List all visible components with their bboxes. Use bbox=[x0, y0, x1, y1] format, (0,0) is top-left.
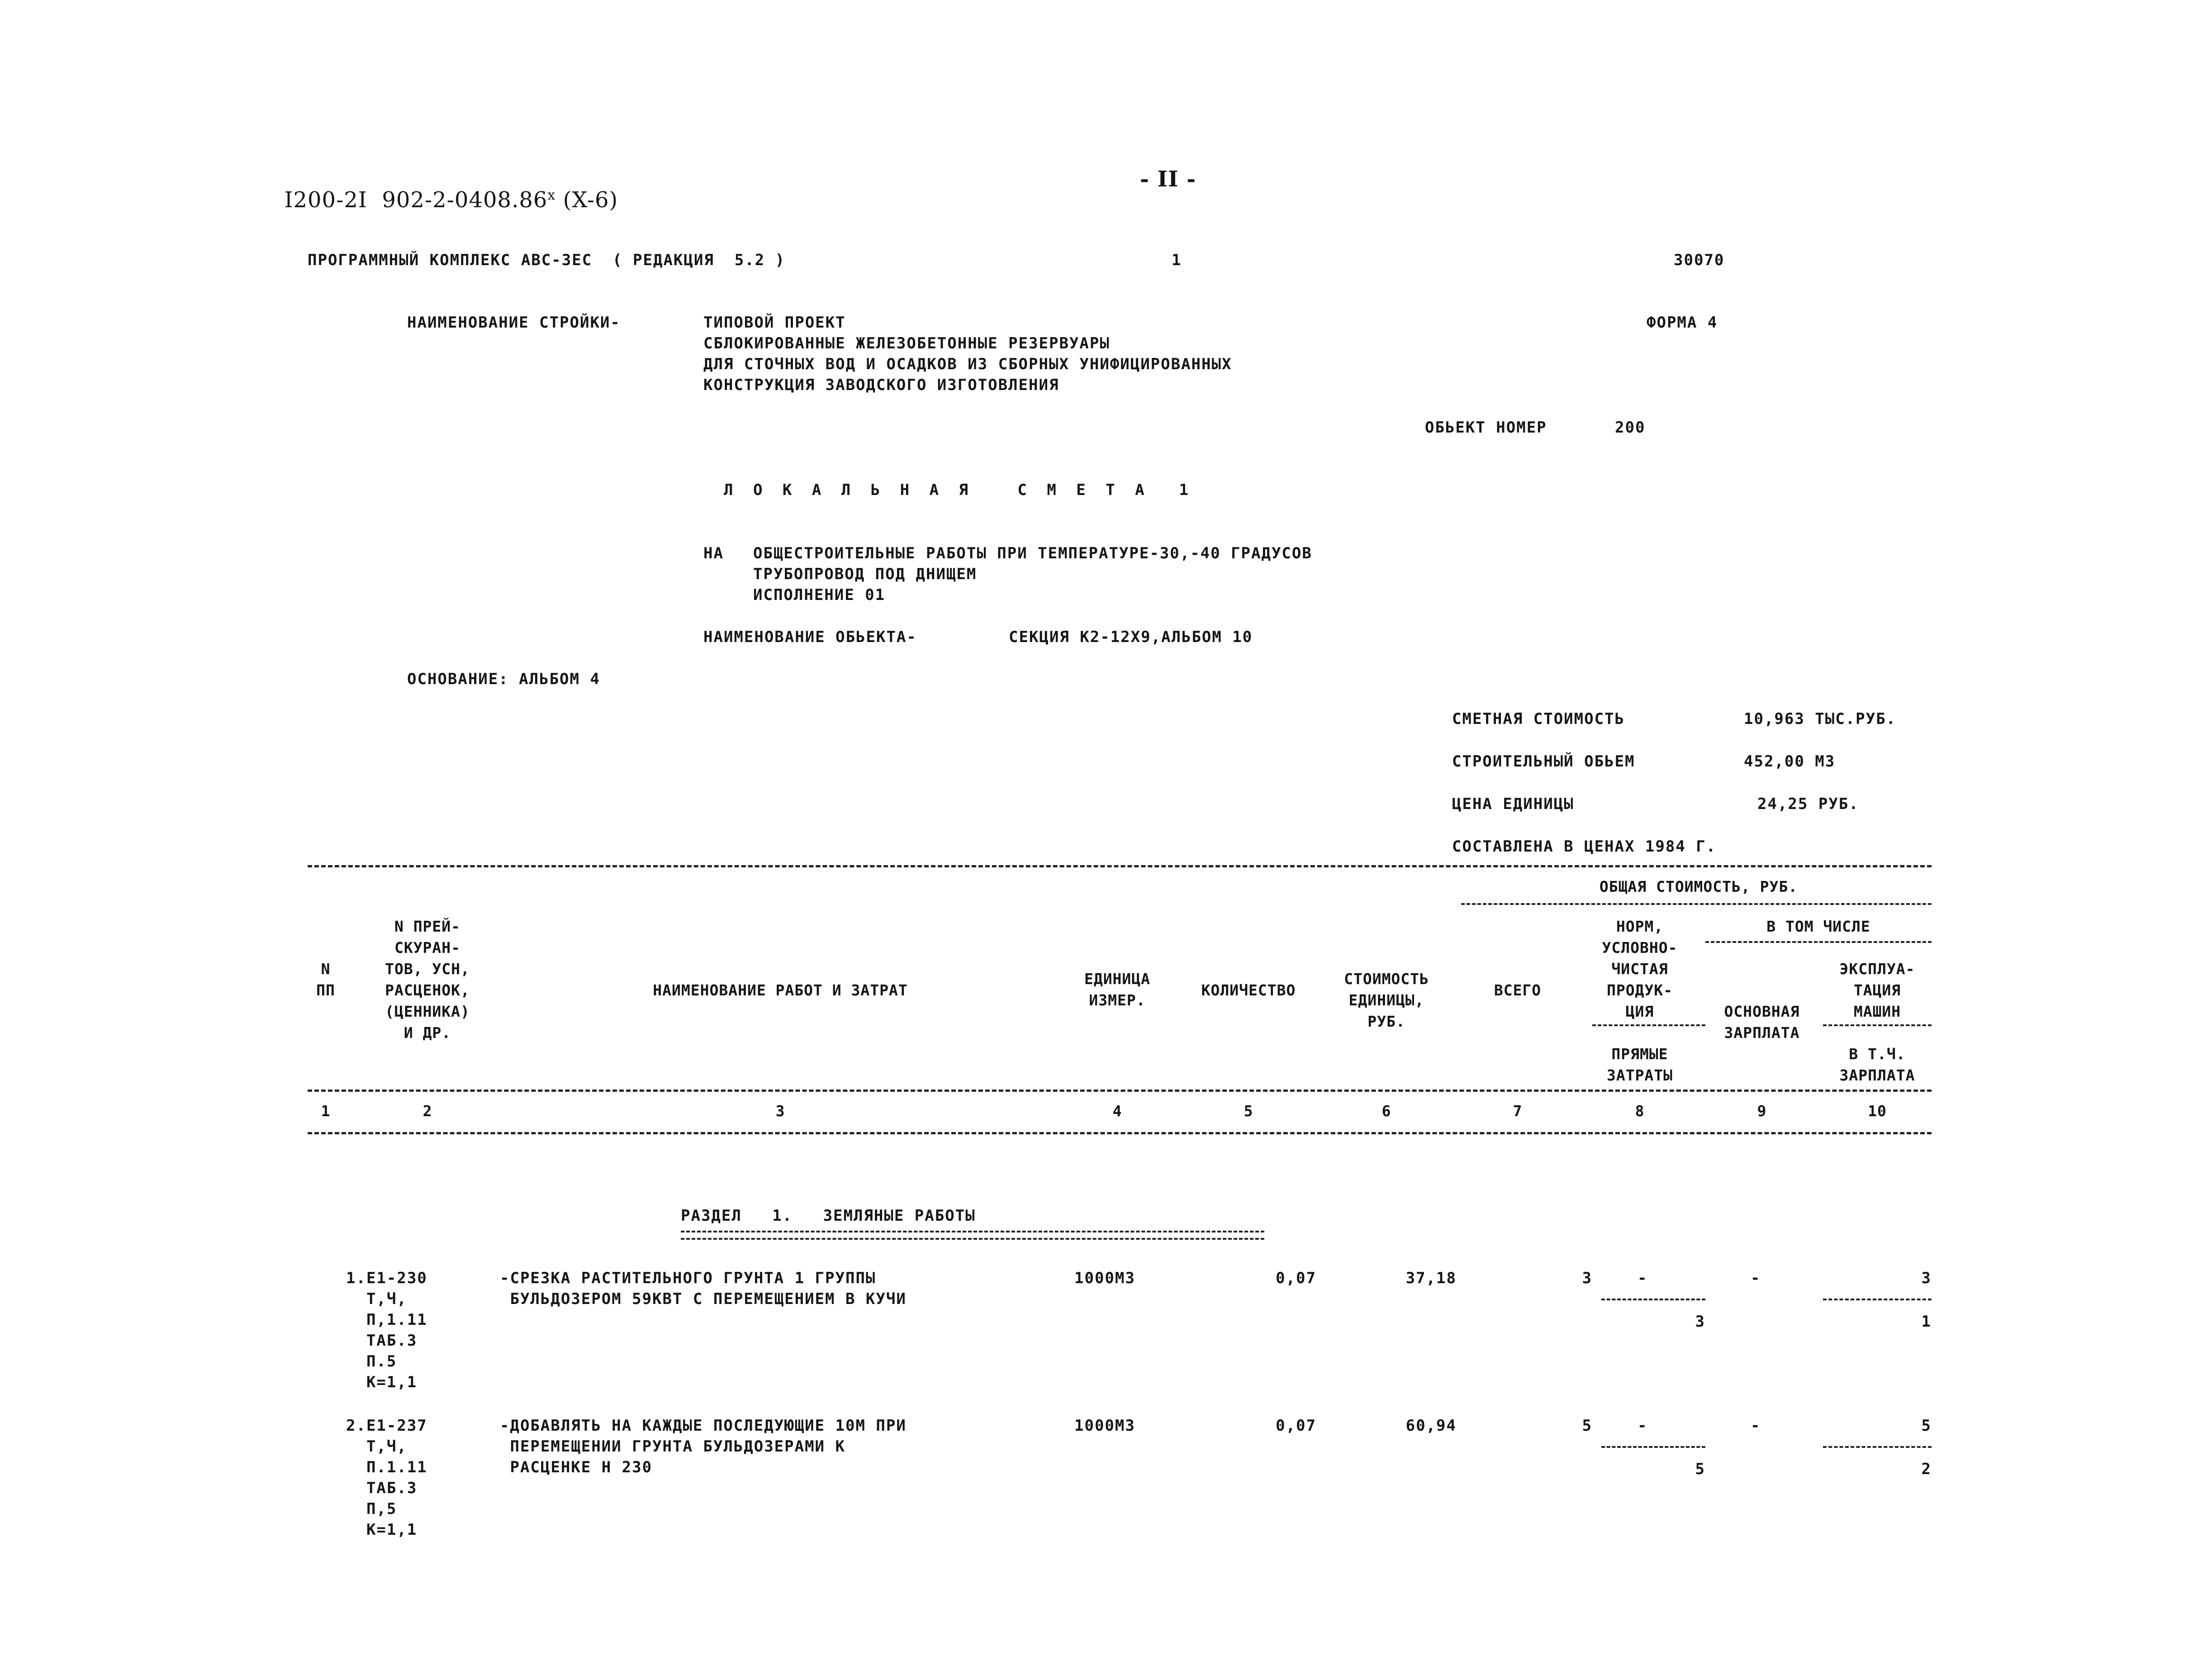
summary-value-cost: 10,963 ТЫС.РУБ. bbox=[1744, 710, 1897, 728]
building-line-2: СБЛОКИРОВАННЫЕ ЖЕЛЕЗОБЕТОННЫЕ РЕЗЕРВУАРЫ bbox=[703, 334, 1110, 352]
row-qty: 0,07 bbox=[1276, 1269, 1316, 1287]
row-total: 5 bbox=[1582, 1417, 1592, 1435]
prices-year: СОСТАВЛЕНА В ЦЕНАХ 1984 Г. bbox=[1452, 838, 1717, 856]
total-cost-group: ОБЩАЯ СТОИМОСТЬ, РУБ. bbox=[1599, 878, 1798, 895]
row-qty: 0,07 bbox=[1276, 1417, 1316, 1435]
in-that-header: В ТОМ ЧИСЛЕ bbox=[1766, 918, 1870, 935]
form-label: ФОРМА 4 bbox=[1647, 314, 1718, 332]
col-9-header: ОСНОВНАЯ ЗАРПЛАТА bbox=[1724, 1003, 1800, 1042]
building-line-4: КОНСТРУКЦИЯ ЗАВОДСКОГО ИЗГОТОВЛЕНИЯ bbox=[703, 376, 1059, 394]
page-number: - II - bbox=[1140, 167, 1196, 192]
summary-label-cost: СМЕТНАЯ СТОИМОСТЬ bbox=[1452, 710, 1625, 728]
col-10b-header: В Т.Ч. ЗАРПЛАТА bbox=[1839, 1045, 1915, 1084]
row-code: 1.Е1-230 Т,Ч, П,1.11 ТАБ.3 П.5 К=1,1 bbox=[346, 1269, 427, 1391]
program-number: 30070 bbox=[1674, 251, 1725, 269]
col-8-rule bbox=[1592, 1024, 1705, 1026]
col-number-2: 2 bbox=[422, 1102, 432, 1120]
purpose-prefix: НА bbox=[703, 544, 724, 562]
building-line-3: ДЛЯ СТОЧНЫХ ВОД И ОСАДКОВ ИЗ СБОРНЫХ УНИФИЦИРОВАННЫХ bbox=[703, 355, 1232, 373]
row-code: 2.Е1-237 Т,Ч, П.1.11 ТАБ.3 П,5 К=1,1 bbox=[346, 1417, 427, 1539]
col-3-header: НАИМЕНОВАНИЕ РАБОТ И ЗАТРАТ bbox=[653, 981, 908, 999]
col-10-rule bbox=[1823, 1024, 1932, 1026]
row-total: 3 bbox=[1582, 1269, 1592, 1287]
row-norm: - bbox=[1638, 1269, 1648, 1287]
row-wage: - bbox=[1751, 1269, 1761, 1287]
col-number-5: 5 bbox=[1244, 1102, 1253, 1120]
col-number-7: 7 bbox=[1513, 1102, 1523, 1120]
col-number-8: 8 bbox=[1635, 1102, 1645, 1120]
row-direct: 5 bbox=[1695, 1460, 1705, 1478]
object-number: 200 bbox=[1615, 419, 1646, 437]
col-number-10: 10 bbox=[1868, 1102, 1887, 1120]
row-machines-wage: 1 bbox=[1921, 1313, 1932, 1331]
header-top-rule bbox=[308, 865, 1932, 867]
row-machines-wage: 2 bbox=[1921, 1460, 1932, 1478]
row-price: 37,18 bbox=[1405, 1269, 1457, 1287]
document-code-suffix: (X-6) bbox=[555, 187, 618, 213]
in-that-rule bbox=[1705, 941, 1932, 943]
row-unit: 1000М3 bbox=[1074, 1269, 1135, 1287]
col-number-6: 6 bbox=[1381, 1102, 1391, 1120]
col-1-header: N ПП bbox=[316, 960, 335, 999]
object-name-value: СЕКЦИЯ К2-12Х9,АЛЬБОМ 10 bbox=[1009, 628, 1253, 646]
object-name-label: НАИМЕНОВАНИЕ ОБЬЕКТА- bbox=[703, 628, 917, 646]
numbers-rule bbox=[308, 1132, 1932, 1134]
summary-label-unit-price: ЦЕНА ЕДИНИЦЫ bbox=[1452, 795, 1574, 813]
col-number-4: 4 bbox=[1112, 1102, 1122, 1120]
row-unit: 1000М3 bbox=[1074, 1417, 1135, 1435]
col-10-header: ЭКСПЛУА- ТАЦИЯ МАШИН bbox=[1839, 960, 1915, 1020]
purpose-line-1: ОБЩЕСТРОИТЕЛЬНЫЕ РАБОТЫ ПРИ ТЕМПЕРАТУРЕ-30,-40 ГРАДУСОВ bbox=[753, 544, 1312, 562]
document-code-sup: x bbox=[547, 187, 556, 203]
program-page: 1 bbox=[1172, 251, 1182, 269]
row-norm-rule bbox=[1601, 1446, 1705, 1448]
purpose-line-2: ТРУБОПРОВОД ПОД ДНИЩЕМ bbox=[753, 565, 977, 583]
col-7-header: ВСЕГО bbox=[1494, 981, 1542, 999]
row-machines-rule bbox=[1823, 1299, 1932, 1300]
object-label: ОБЬЕКТ НОМЕР bbox=[1425, 419, 1547, 437]
estimate-title: Л О К А Л Ь Н А Я С М Е Т А 1 bbox=[724, 481, 1194, 499]
building-label: НАИМЕНОВАНИЕ СТРОЙКИ- bbox=[407, 314, 621, 332]
row-machines: 3 bbox=[1921, 1269, 1932, 1287]
building-line-1: ТИПОВОЙ ПРОЕКТ bbox=[703, 314, 846, 332]
summary-value-unit-price: 24,25 РУБ. bbox=[1757, 795, 1859, 813]
col-4-header: ЕДИНИЦА ИЗМЕР. bbox=[1084, 970, 1151, 1009]
row-machines: 5 bbox=[1921, 1417, 1932, 1435]
basis: ОСНОВАНИЕ: АЛЬБОМ 4 bbox=[407, 670, 600, 688]
program-line: ПРОГРАММНЫЙ КОМПЛЕКС АВС-3ЕС ( РЕДАКЦИЯ 5.2 ) bbox=[308, 251, 786, 269]
col-8-header: НОРМ, УСЛОВНО- ЧИСТАЯ ПРОДУК- ЦИЯ bbox=[1602, 918, 1678, 1020]
col-5-header: КОЛИЧЕСТВО bbox=[1201, 981, 1296, 999]
purpose-line-3: ИСПОЛНЕНИЕ 01 bbox=[753, 586, 886, 604]
col-number-1: 1 bbox=[321, 1102, 331, 1120]
col-8b-header: ПРЯМЫЕ ЗАТРАТЫ bbox=[1606, 1045, 1673, 1084]
col-number-9: 9 bbox=[1757, 1102, 1767, 1120]
row-direct: 3 bbox=[1695, 1313, 1705, 1331]
row-name: -СРЕЗКА РАСТИТЕЛЬНОГО ГРУНТА 1 ГРУППЫ БУЛЬДОЗЕРОМ 59КВТ С ПЕРЕМЕЩЕНИЕМ В КУЧИ bbox=[500, 1269, 907, 1308]
row-machines-rule bbox=[1823, 1446, 1932, 1448]
section-title: РАЗДЕЛ 1. ЗЕМЛЯНЫЕ РАБОТЫ bbox=[681, 1207, 976, 1225]
col-6-header: СТОИМОСТЬ ЕДИНИЦЫ, РУБ. bbox=[1344, 970, 1429, 1030]
row-wage: - bbox=[1751, 1417, 1761, 1435]
col-2-header: N ПРЕЙ- СКУРАН- ТОВ, УСН, РАСЦЕНОК, (ЦЕННИКА) И ДР. bbox=[385, 918, 470, 1042]
summary-label-volume: СТРОИТЕЛЬНЫЙ ОБЬЕМ bbox=[1452, 752, 1635, 771]
header-bottom-rule bbox=[308, 1090, 1932, 1092]
row-price: 60,94 bbox=[1405, 1417, 1457, 1435]
col-number-3: 3 bbox=[775, 1102, 785, 1120]
row-norm: - bbox=[1638, 1417, 1648, 1435]
group-rule bbox=[1461, 903, 1932, 905]
summary-value-volume: 452,00 М3 bbox=[1744, 752, 1836, 771]
section-underline bbox=[681, 1231, 1264, 1240]
document-code-main: I200-2I 902-2-0408.86 bbox=[284, 187, 548, 213]
row-name: -ДОБАВЛЯТЬ НА КАЖДЫЕ ПОСЛЕДУЮЩИЕ 10М ПРИ ПЕРЕМЕЩЕНИИ ГРУНТА БУЛЬДОЗЕРАМИ К РАСЦЕНКЕ Н 230 bbox=[500, 1417, 907, 1476]
document-code bbox=[270, 162, 618, 213]
row-norm-rule bbox=[1601, 1299, 1705, 1300]
